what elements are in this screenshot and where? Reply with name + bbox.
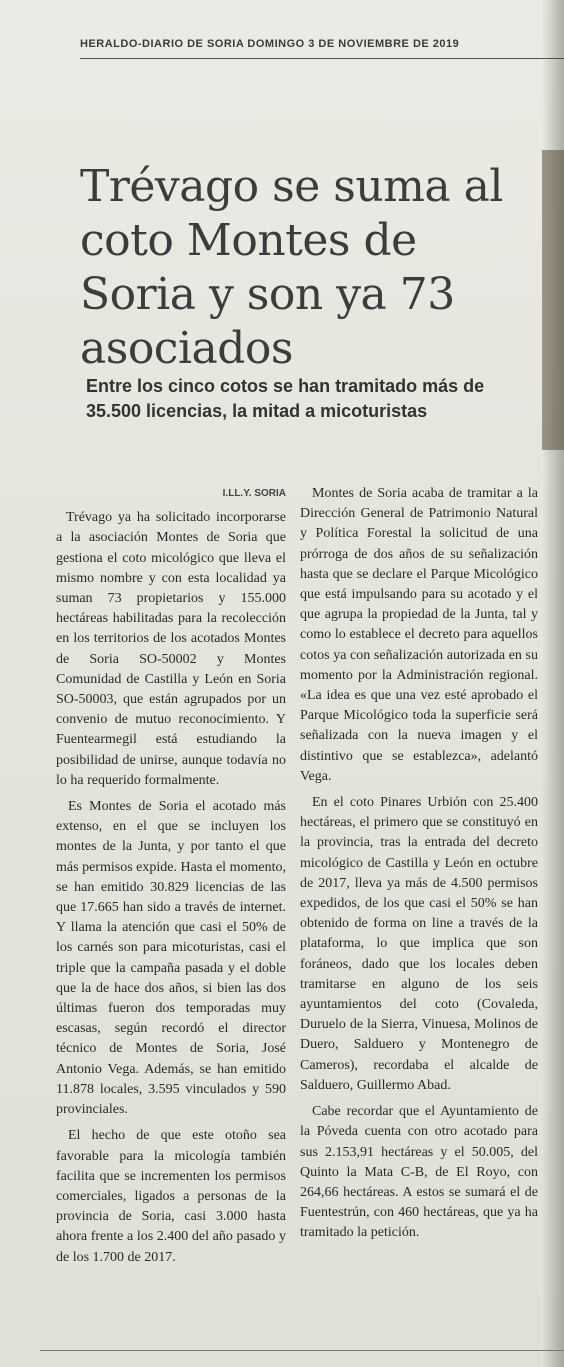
footer-divider xyxy=(40,1350,564,1351)
article-title: Trévago se suma al coto Montes de Soria y son ya 73 asociados xyxy=(80,161,503,374)
article-column-left xyxy=(56,484,286,1274)
page-edge-shadow xyxy=(542,0,564,1367)
article-column-right xyxy=(300,484,538,1250)
page-header: HERALDO-DIARIO DE SORIA DOMINGO 3 DE NOVIEMBRE DE 2019 xyxy=(80,38,460,50)
paragraph: En el coto Pinares Urbión con 25.400 hectáreas, el primero que se constituyó en la provincia, tras la entrada del decreto micológico de Castilla y León en octubre de 2017, lleva ya más de 4.500 permisos expedidos, de los que casi el 50% se han obtenido de forma on line a través de la plataforma, lo que implica que son foráneos, dado que los locales deben tramitarse en alguno de los seis ayuntamientos del coto (Covaleda, Duruelo de la Sierra, Vinuesa, Molinos de Duero, Salduero y Montenegro de Cameros), recordaba el alcalde de Salduero, Guillermo Abad. xyxy=(300,795,538,1093)
paragraph: Trévago ya ha solicitado incorporarse a la asociación Montes de Soria que gestiona el coto micológico que lleva el mismo nombre y con esta localidad ya suman 73 propietarios y 155.000 hectáreas habilitadas para la recolección en los territorios de los acotados Montes de Soria SO-50002 y Montes Comunidad de Castilla y León en Soria SO-50003, que están agrupados por un convenio de mutuo reconocimiento. Y Fuentearmegil está estudiando la posibilidad de unirse, aunque todavía no lo ha requerido formalmente. xyxy=(56,510,286,788)
header-divider xyxy=(80,58,564,59)
paragraph: Es Montes de Soria el acotado más extenso, en el que se incluyen los montes de la Junta, y por tanto el que más permisos expide. Hasta el momento, se han emitido 30.829 licencias de las que 17.665 han sido a través de internet. Y llama la atención que casi el 50% de los carnés son para micoturistas, casi el triple que la campaña pasada y el doble que la de hace dos años, si bien las dos últimas fueron dos temporadas muy escasas, según recordó el director técnico de Montes de Soria, José Antonio Vega. Además, se han emitido 11.878 locales, 3.595 vinculados y 590 provinciales. xyxy=(56,799,286,1118)
article-subtitle: Entre los cinco cotos se han tramitado más de 35.500 licencias, la mitad a micoturistas xyxy=(86,376,485,421)
paragraph: Montes de Soria acaba de tramitar a la Dirección General de Patrimonio Natural y Política Forestal la solicitud de una prórroga de dos años de su señalización hasta que se declare el Parque Micológico que está impulsando para su acotado y el que agrupa la propiedad de la Junta, tal y como lo establece el decreto para aquellos cotos ya con señalización autorizada en su momento por la Administración regional. «La idea es que una vez esté aprobado el Parque Micológico toda la superficie será señalizada con la nueva imagen y el distintivo que se establezca», adelantó Vega. xyxy=(300,486,538,784)
byline: I.LL.Y. SORIA xyxy=(222,488,286,499)
paragraph: El hecho de que este otoño sea favorable para la micología también facilita que se incrementen los permisos comerciales, ligados a personas de la provincia de Soria, casi 3.000 hasta ahora frente a los 2.400 del año pasado y de los 1.700 de 2017. xyxy=(56,1128,286,1265)
paragraph: Cabe recordar que el Ayuntamiento de la Póveda cuenta con otro acotado para sus 2.153,91 hectáreas y el 50.005, del Quinto la Mata C-B, de El Royo, con 264,66 hectáreas. A estos se sumará el de Fuentestrún, con 460 hectáreas, que ya ha tramitado la petición. xyxy=(300,1104,538,1241)
